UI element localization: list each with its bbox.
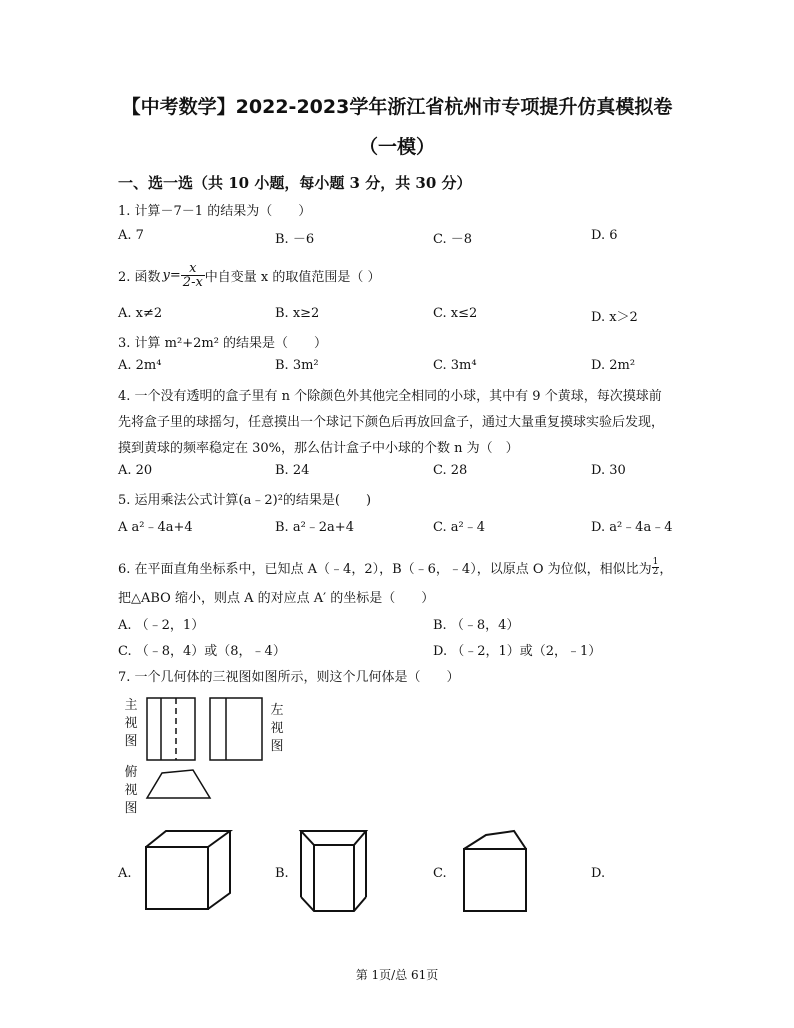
q6-option-b: B. （﹣8，4） [433, 618, 520, 633]
q1-option-c: C. －8 [433, 232, 473, 247]
q7-option-b: B. [275, 866, 289, 881]
q7-option-a-cube [140, 825, 240, 915]
q4-option-d: D. 30 [591, 463, 626, 478]
question-7-text: 7. 一个几何体的三视图如图所示，则这个几何体是（ ） [118, 670, 460, 685]
question-4-line3: 摸到黄球的频率稳定在 30%，那么估计盒子中小球的个数 n 为（ ） [118, 441, 519, 456]
q2-suffix: 中自变量 x 的取值范围是（ ） [204, 269, 381, 285]
front-view-label: 主视图 [124, 698, 138, 749]
q5-option-a: A a²﹣4a+4 [118, 520, 193, 535]
question-3-text: 3. 计算 m²+2m² 的结果是（ ） [118, 336, 328, 351]
question-6-line2: 把△ABO 缩小，则点 A 的对应点 A′ 的坐标是（ ） [118, 591, 435, 606]
q7-option-a: A. [118, 866, 132, 881]
question-4-line2: 先将盒子里的球摇匀，任意摸出一个球记下颜色后再放回盒子，通过大量重复摸球实验后发现， [118, 415, 665, 430]
q4-option-c: C. 28 [433, 463, 468, 478]
q7-option-c-solid [456, 825, 536, 915]
q6-option-c: C. （﹣8，4）或（8，﹣4） [118, 644, 286, 659]
q6-option-a: A. （﹣2，1） [118, 618, 205, 633]
q2-fraction-denominator: 2-x [182, 274, 203, 290]
left-view-drawing [210, 698, 262, 760]
q7-option-c: C. [433, 866, 447, 881]
question-5-text: 5. 运用乘法公式计算(a﹣2)²的结果是( ) [118, 493, 372, 508]
q6-ratio-numerator: 1 [652, 556, 659, 567]
question-4-line1: 4. 一个没有透明的盒子里有 n 个除颜色外其他完全相同的小球，其中有 9 个黄球，每次摸球前 [118, 389, 662, 404]
question-6-line1 [118, 554, 672, 580]
q3-option-c: C. 3m⁴ [433, 358, 477, 373]
q2-prefix: 2. 函数 [118, 269, 161, 285]
q3-option-b: B. 3m² [275, 358, 319, 373]
left-view-label: 左视图 [270, 703, 284, 754]
question-2-text [118, 258, 381, 292]
q2-function-y: y= [162, 267, 181, 283]
q2-option-c: C. x≤2 [433, 306, 478, 321]
q2-fraction-numerator: x [181, 262, 205, 276]
top-view-label: 俯视图 [124, 765, 138, 816]
q1-option-b: B. －6 [275, 232, 315, 247]
q2-option-d: D. x＞2 [591, 310, 638, 325]
top-view-drawing [147, 770, 210, 798]
doc-title-line1: 【中考数学】2022-2023学年浙江省杭州市专项提升仿真模拟卷 [121, 96, 673, 118]
q2-option-b: B. x≥2 [275, 306, 320, 321]
q7-option-b-prism [296, 825, 386, 915]
q6-ratio-denominator: 2 [652, 566, 659, 577]
q6-line1-prefix: 6. 在平面直角坐标系中，已知点 A（﹣4，2），B（﹣6，﹣4），以原点 O 为位似，相似比为 [118, 561, 652, 577]
q6-ratio-fraction [652, 558, 660, 577]
q6-option-d: D. （﹣2，1）或（2，﹣1） [433, 644, 602, 659]
q3-option-d: D. 2m² [591, 358, 636, 373]
doc-title-line2: （一模） [358, 136, 435, 158]
q2-option-a: A. x≠2 [118, 306, 163, 321]
three-views-figure [140, 690, 270, 820]
q5-option-c: C. a²﹣4 [433, 520, 485, 535]
front-view-drawing [147, 698, 195, 760]
section-heading: 一、选一选（共 10 小题，每小题 3 分，共 30 分） [118, 174, 472, 192]
q5-option-b: B. a²﹣2a+4 [275, 520, 354, 535]
q2-fraction [181, 262, 205, 289]
q1-option-a: A. 7 [118, 228, 144, 243]
q7-option-d: D. [591, 866, 606, 881]
q4-option-a: A. 20 [118, 463, 153, 478]
q4-option-b: B. 24 [275, 463, 310, 478]
page-footer: 第 1页/总 61页 [355, 968, 439, 982]
q3-option-a: A. 2m⁴ [118, 358, 162, 373]
question-1-text: 1. 计算－7－1 的结果为（ ） [118, 204, 312, 219]
q6-line1-suffix: ， [659, 561, 673, 577]
q5-option-d: D. a²﹣4a﹣4 [591, 520, 673, 535]
q1-option-d: D. 6 [591, 228, 618, 243]
